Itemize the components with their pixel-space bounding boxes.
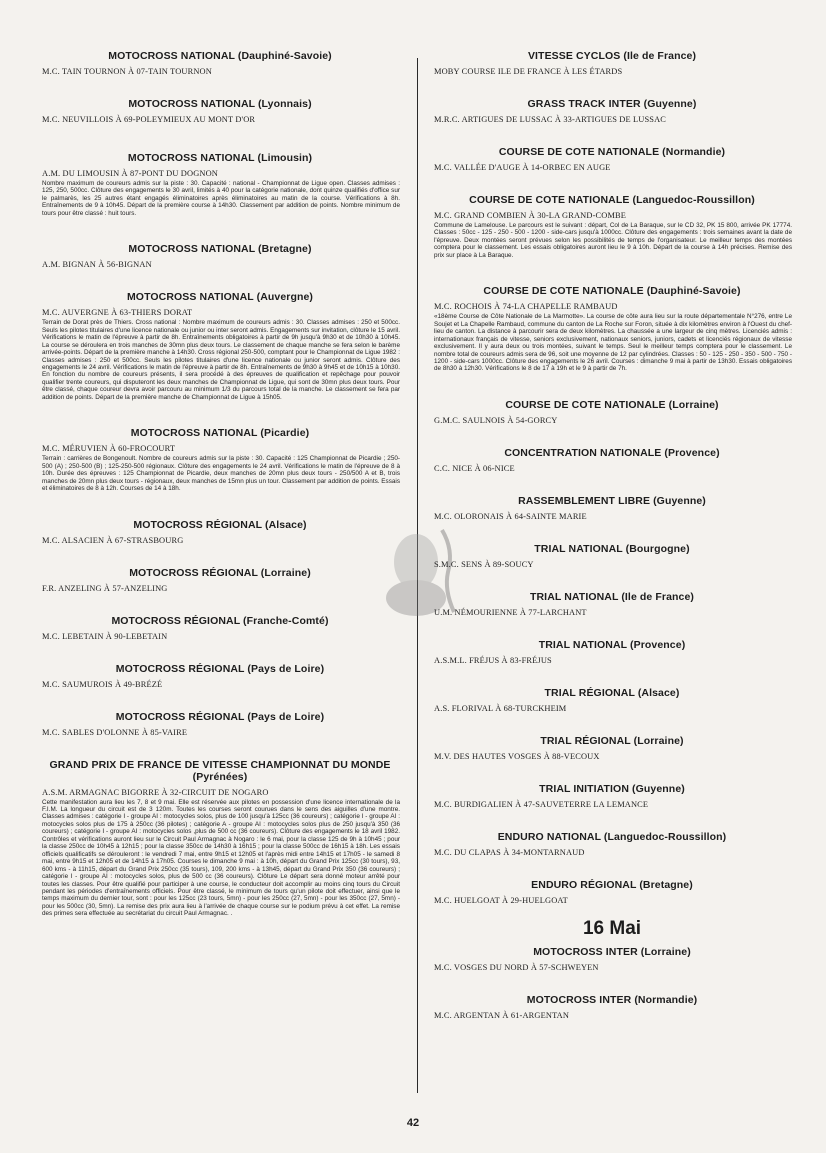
event-title: COURSE DE COTE NATIONALE (Languedoc-Roussillon) xyxy=(469,194,755,206)
event-block xyxy=(40,50,400,77)
event-organizer: A.S. FLORIVAL À 68-TURCKHEIM xyxy=(434,703,567,713)
event-block xyxy=(432,447,792,474)
event-organizer: A.M. BIGNAN À 56-BIGNAN xyxy=(42,260,152,270)
event-block xyxy=(40,291,400,401)
event-organizer: A.S.M. ARMAGNAC BIGORRE À 32-CIRCUIT DE NOGARO xyxy=(42,787,269,797)
event-organizer: S.M.C. SENS À 89-SOUCY xyxy=(434,559,534,569)
event-title: MOTOCROSS NATIONAL (Auvergne) xyxy=(126,291,314,304)
event-organizer: M.C. VOSGES DU NORD À 57-SCHWEYEN xyxy=(434,962,599,972)
event-title: RASSEMBLEMENT LIBRE (Guyenne) xyxy=(518,494,706,507)
event-organizer: M.C. LEBETAIN À 90-LEBETAIN xyxy=(42,631,168,641)
event-block xyxy=(432,543,792,570)
event-organizer: M.C. SAUMUROIS À 49-BRÉZÉ xyxy=(42,679,163,689)
event-title: MOTOCROSS NATIONAL (Limousin) xyxy=(127,152,313,164)
event-block xyxy=(432,50,792,77)
event-organizer: M.C. NEUVILLOIS À 69-POLEYMIEUX AU MONT D'OR xyxy=(42,115,256,124)
event-description: Commune de Lamelouse. Le parcours est le suivant : départ, Col de La Baraque, sur le CD 32, PK 15 800, arrivée PK 17774. Classes : 50cc - 125 - 250 - 500 - 1200 - side-cars jusqu'à 1000cc. Clôture des engagements : trois semaines avant la date de l'épreuve. Deux montées seront prévues selon les possibilités de temps de l'organisateur. Le meilleur temps des montées comptera pour le classement. Les essais obligatoires auront lieu le 9 à 10h. Départ de la course à 14h précises. Remise des prix sur place à La Baraque. xyxy=(434,222,792,259)
event-organizer: M.C. GRAND COMBIEN À 30-LA GRAND-COMBE xyxy=(434,211,627,220)
event-title: COURSE DE COTE NATIONALE (Lorraine) xyxy=(505,398,719,411)
event-organizer: M.V. DES HAUTES VOSGES À 88-VECOUX xyxy=(434,751,600,761)
event-title: MOTOCROSS RÉGIONAL (Pays de Loire) xyxy=(115,710,325,723)
event-title: MOTOCROSS RÉGIONAL (Franche-Comté) xyxy=(111,614,329,627)
event-block xyxy=(432,146,792,173)
event-block xyxy=(40,98,400,125)
event-title: TRIAL RÉGIONAL (Alsace) xyxy=(544,686,680,699)
event-organizer: M.C. ALSACIEN À 67-STRASBOURG xyxy=(42,535,184,545)
event-organizer: M.C. DU CLAPAS À 34-MONTARNAUD xyxy=(434,847,585,857)
event-title: MOTOCROSS NATIONAL (Lyonnais) xyxy=(128,98,312,110)
event-organizer: M.C. AUVERGNE À 63-THIERS DORAT xyxy=(42,308,193,318)
event-organizer: U.M. NÉMOURIENNE À 77-LARCHANT xyxy=(434,607,587,617)
event-block xyxy=(432,98,792,125)
event-block xyxy=(432,399,792,426)
event-organizer: M.C. OLORONAIS À 64-SAINTE MARIE xyxy=(434,511,587,521)
event-block xyxy=(40,519,400,546)
event-title: MOTOCROSS NATIONAL (Dauphiné-Savoie) xyxy=(108,50,332,62)
event-title: TRIAL NATIONAL (Ile de France) xyxy=(529,590,695,603)
event-block xyxy=(432,831,792,858)
event-block xyxy=(40,243,400,270)
event-title: MOTOCROSS INTER (Lorraine) xyxy=(533,945,691,958)
event-organizer: MOBY COURSE ILE DE FRANCE À LES ÉTARDS xyxy=(434,67,623,76)
event-title: MOTOCROSS NATIONAL (Bretagne) xyxy=(128,243,312,256)
event-organizer: A.M. DU LIMOUSIN À 87-PONT DU DOGNON xyxy=(42,169,218,178)
event-organizer: F.R. ANZELING À 57-ANZELING xyxy=(42,583,168,593)
event-title: MOTOCROSS RÉGIONAL (Lorraine) xyxy=(129,566,311,579)
event-description: Terrain : carrières de Bongenoult. Nombre de coureurs admis sur la piste : 30. Capacité : 125 Championnat de Picardie ; 250-500 (A) ; 250-500 (B) ; 125-250-500 régionaux. Clôture des engagements le 24 avril. Vérifications le matin de l'épreuve de 8 à 10h. Durée des épreuves : 125 Championnat de Picardie, deux manches de 20mn plus deux tours - 250/500 A et B, trois manches de 20mn plus deux tours - régionaux, deux manches de 15mn plus un tour. Classement par addition de points. Essais et éliminatoires de 8 à 12h. Courses de 14 à 18h. xyxy=(42,455,400,493)
event-organizer: M.C. TAIN TOURNON À 07-TAIN TOURNON xyxy=(42,67,212,76)
event-organizer: M.C. BURDIGALIEN À 47-SAUVETERRE LA LEMANCE xyxy=(434,799,649,809)
event-title: ENDURO NATIONAL (Languedoc-Roussillon) xyxy=(497,830,727,843)
event-organizer: C.C. NICE À 06-NICE xyxy=(434,463,515,473)
event-title: TRIAL RÉGIONAL (Lorraine) xyxy=(540,734,684,747)
event-description: Cette manifestation aura lieu les 7, 8 et 9 mai. Elle est réservée aux pilotes en possession d'une licence internationale de la F.I.M. La longueur du circuit est de 3 120m. Toutes les courses seront courues dans le sens des aiguilles d'une montre. Classes admises : catégorie I - groupe AI : motocycles solos, plus de 100 jusqu'à 125cc (36 coureurs) ; catégorie I - groupe AI : motocycles solos plus de 175 à 250cc (36 pilotes) ; catégorie A - groupe AI : motocycles solos plus de 250 jusqu'à 350 (36 coureurs) ; catégorie I - groupe AI : motocycles solos ,plus de 500 cc (36 coureurs). Clôture des engagements le 18 avril 1982. Contrôles et vérifications auront lieu sur le Circuit Paul Armagnac à Nogaro : le 6 mai, pour la classe 125 de 9h à 10h45 ; pour la classe 250cc de 10h45 à 12h15 ; pour la classe 350cc de 14h30 à 16h15 ; pour la classe 500cc de 16h15 à 18h. Les essais officiels qualificatifs se dérouleront : le vendredi 7 mai, entre 9h15 et 12h05 et l'après midi entre 14h15 et 17h05 - le samedi 8 mai, entre 9h15 et 12h05 et de 14h15 à 17h05. Courses le dimanche 9 mai : à 10h, départ du Grand Prix 125cc (30 tours), 93, 600 kms - à 11h15, départ du Grand Prix 250cc (35 tours), 109, 200 kms - à 13h45, départ du Grand Prix 350 (36 coureurs) ; catégorie I - groupe AI : motocycles solos, plus de 500 cc (36 coureurs). Clôture Le départ sera donné moteur arrêté pour toutes les classes. Pour être qualifié pour participer à une course, le conducteur doit accomplir au moins cinq tours du Circuit pendant les périodes d'entraînements officiels. Pour être classé, le minimum de tours qu'un pilote doit effectuer, ainsi que le temps maximum du dernier tour, sont : pour les 125cc (23 tours, 5mn) - pour les 250cc (27, 5mn) - pour les 350cc (27, 5mn) - pour les 500cc (30, 5mn). La remise des prix aura lieu à l'arrivée de chaque course sur le podium prévu à cet effet. La remise des primes sera effectuée au secrétariat du circuit Paul Armagnac. . xyxy=(42,798,400,918)
event-title: VITESSE CYCLOS (Ile de France) xyxy=(527,50,697,62)
event-block xyxy=(432,285,792,373)
event-title: TRIAL INITIATION (Guyenne) xyxy=(539,782,685,795)
event-title: MOTOCROSS RÉGIONAL (Alsace) xyxy=(133,518,307,531)
event-organizer: M.C. SABLES D'OLONNE À 85-VAIRE xyxy=(42,727,188,737)
event-organizer: M.C. MÉRUVIEN À 60-FROCOURT xyxy=(42,444,176,454)
event-block xyxy=(432,783,792,810)
event-title: GRASS TRACK INTER (Guyenne) xyxy=(527,98,697,110)
event-title: MOTOCROSS NATIONAL (Picardie) xyxy=(130,427,310,440)
event-block xyxy=(40,759,400,918)
event-organizer: M.C. HUELGOAT À 29-HUELGOAT xyxy=(434,895,568,905)
event-block xyxy=(432,879,792,906)
event-title: MOTOCROSS RÉGIONAL (Pays de Loire) xyxy=(115,662,325,675)
event-block xyxy=(40,567,400,594)
event-block xyxy=(432,946,792,973)
left-column xyxy=(40,50,400,918)
event-block xyxy=(40,427,400,492)
event-block xyxy=(432,495,792,522)
event-title: ENDURO RÉGIONAL (Bretagne) xyxy=(531,878,693,891)
event-organizer: A.S.M.L. FRÉJUS À 83-FRÉJUS xyxy=(434,655,552,665)
event-organizer: M.C. VALLÉE D'AUGE À 14-ORBEC EN AUGE xyxy=(434,163,611,172)
event-title: COURSE DE COTE NATIONALE (Normandie) xyxy=(498,146,726,158)
right-column xyxy=(432,50,792,1022)
event-description: Nombre maximum de coureurs admis sur la piste : 30. Capacité : national - Championnat de Ligue open. Classes admises : 125, 250, 500cc. Clôture des engagements le 30 avril, limités à 40 pour la catégorie nationale, dont quinze qualifiés d'office sur le palmarès, les 25 autres étant engagés éliminatoires après éliminatoires au matin de la course. Vérifications à 8h. Entraînements de 9 à 10h45. Départ de la première course à 14h30. Classement par addition de points. Nombre minimum de tours pour être classé : huit tours. xyxy=(42,180,400,217)
event-title: TRIAL NATIONAL (Bourgogne) xyxy=(534,542,690,555)
event-block xyxy=(40,152,400,217)
event-block xyxy=(432,687,792,714)
event-block xyxy=(432,639,792,666)
event-title: MOTOCROSS INTER (Normandie) xyxy=(526,993,698,1006)
page-number: 42 xyxy=(406,1117,420,1129)
event-organizer: G.M.C. SAULNOIS À 54-GORCY xyxy=(434,415,558,425)
event-block xyxy=(40,663,400,690)
event-title: COURSE DE COTE NATIONALE (Dauphiné-Savoie) xyxy=(483,285,741,298)
event-organizer: M.C. ROCHOIS À 74-LA CHAPELLE RAMBAUD xyxy=(434,302,618,312)
event-title: TRIAL NATIONAL (Provence) xyxy=(538,638,686,651)
event-block xyxy=(432,994,792,1021)
event-block xyxy=(432,194,792,259)
event-description: «18ème Course de Côte Nationale de La Marmotte». La course de côte aura lieu sur la route départementale N°276, entre Le Soujet et La Chapelle Rambaud, commune du canton de La Roche sur Foron, située à dix kilomètres environ à l'Ouest du chef-lieu de canton. La distance à parcourir sera de deux kilomètres. La chaussée a une largeur de cinq mètres. Licenciés admis : internationaux français de vitesse, seniors exclusivement, nationaux seniors, juniors, cadets et licenciés régionaux de vitesse exclusivement. Il y aura deux ou trois montées, suivant le temps. Seul le meilleur temps comptera pour le classement. Le nombre total de coureurs admis sera de 96, soit une moyenne de 12 par cylindrées. Classes : 50 - 125 - 250 - 350 - 500 - 750 - 1200 - side-cars 1000cc. Clôture des engagements le 26 avril. Courses : dimanche 9 mai à partir de 13h30. Essais obligatoires de 8h30 à 12h30. Vérifications le 8 de 17 à 19h et le 9 à partir de 7h. xyxy=(434,313,792,373)
event-title: GRAND PRIX DE FRANCE DE VITESSE CHAMPIONNAT DU MONDE (Pyrénées) xyxy=(49,758,391,783)
event-organizer: M.C. ARGENTAN À 61-ARGENTAN xyxy=(434,1010,570,1020)
event-block xyxy=(432,591,792,618)
event-block xyxy=(432,735,792,762)
event-organizer: M.R.C. ARTIGUES DE LUSSAC À 33-ARTIGUES DE LUSSAC xyxy=(434,115,667,124)
event-block xyxy=(40,615,400,642)
event-description: Terrain de Dorat près de Thiers. Cross national : Nombre maximum de coureurs admis : 30. Classes admises : 250 et 500cc. Seuls les pilotes titulaires d'une licence nationale ou junior ou inter seront admis. Engagements sur invitation, clôture le 15 avril. Vérifications le matin de l'épreuve à partir de 8h. Entraînements obligatoires à partir de 9h jusqu'à 9h30 et de 10h30 à 10h45. La course se déroulera en trois manches de 30mn plus deux tours. Le classement de chaque manche se fera selon le barème arrivée-points. Départ de la première manche à 14h30. Cross régional 250-500, comptant pour le Championnat de Ligue 1982 : Classes admises : 250 et 500cc. Seuls les pilotes titulaires d'une licence nationale ou junior seront admis. Clôture des engagements le 24 avril. Vérifications le matin de l'épreuve à partir de 8h. Entraînements de 9h30 à 9h45 et de 10h15 à 10h30. En fonction du nombre de coureurs présents, il sera procédé à des épreuves de qualification et repêchage pour pouvoir qualifier trente coureurs, qui disputeront les deux manches de Championnat de Ligue, qui sont de 30mn plus deux tours. Pour être classé, chaque coureur devra avoir parcouru au minimum 1/3 du parcours total de la manche. Le classement se fera par addition de points. Départ de la première manche de Championnat de Ligue à 15h05. xyxy=(42,319,400,401)
date-heading: 16 Mai xyxy=(582,917,642,939)
event-title: CONCENTRATION NATIONALE (Provence) xyxy=(504,446,720,459)
event-block xyxy=(40,711,400,738)
